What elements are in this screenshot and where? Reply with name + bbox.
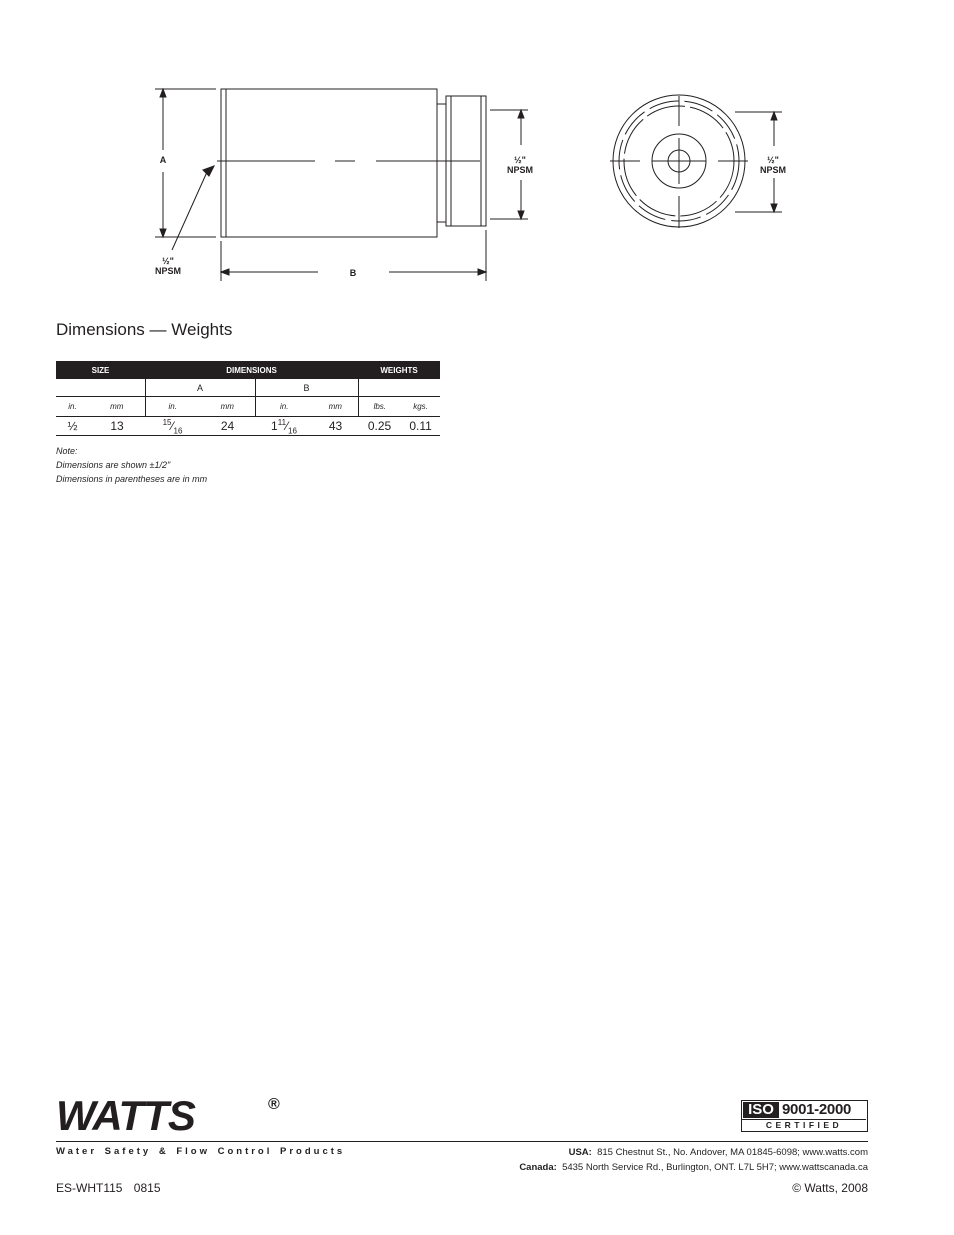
unit-cell: mm [89,397,145,417]
a-in-numerator: 15 [162,418,172,427]
b-in-cell: $1^{11}⁄_{16}$ [255,417,313,436]
document-number: ES-WHT115 0815 [56,1181,161,1195]
group-b: B [255,379,358,397]
end-connection-label [753,155,793,175]
canada-label: Canada: [519,1162,557,1173]
dimensions-table [56,361,440,436]
left-connection-thread: NPSM [154,266,181,276]
right-connection-thread: NPSM [506,165,533,175]
table-header-row [56,361,440,379]
b-in-whole: 1 [271,419,278,433]
copyright: © Watts, 2008 [792,1181,868,1195]
b-mm-cell: 43 [313,417,358,436]
body-side-view [221,89,437,237]
a-in-denominator: 16 [173,426,183,436]
size-in-cell: ½ [56,417,89,436]
iso-number: 9001-2000 [782,1101,852,1118]
note-line: Dimensions are shown ±1/2" [56,460,171,470]
group-a: A [145,379,255,397]
registered-mark: ® [268,1096,280,1113]
unit-cell: in. [255,397,313,417]
a-mm-cell: 24 [200,417,255,436]
table-group-row [56,379,440,397]
note-heading: Note: [56,446,78,456]
dim-b-label: B [349,268,357,278]
technical-drawing [0,0,954,300]
canada-address-text: 5435 North Service Rd., Burlington, ONT. L7L 5H7; www.wattscanada.ca [562,1162,868,1173]
header-size: SIZE [56,361,145,379]
header-weights: WEIGHTS [358,361,440,379]
usa-address-text: 815 Chestnut St., No. Andover, MA 01845-6098; www.watts.com [597,1147,868,1158]
end-connection-size: ½" [767,155,779,165]
iso-certified: CERTIFIED [742,1119,866,1131]
nipple-side-view [437,104,446,222]
b-in-denominator: 16 [288,426,297,436]
unit-cell: in. [56,397,89,417]
header-dimensions: DIMENSIONS [145,361,358,379]
left-connection-size: ½" [162,256,174,266]
right-connection-label [500,155,540,175]
weight-kgs-cell: 0.11 [401,417,440,436]
iso-badge [741,1100,868,1132]
usa-label: USA: [568,1147,592,1158]
dim-a-label: A [159,155,167,165]
notes [56,444,207,486]
group-weights-empty [358,379,440,397]
group-size-empty [56,379,145,397]
canada-address [519,1162,868,1173]
right-connection-size: ½" [514,155,526,165]
logo-text: WATTS [56,1092,195,1139]
note-line: Dimensions in parentheses are in mm [56,474,208,484]
unit-cell: in. [145,397,200,417]
table-units-row [56,397,440,417]
size-mm-cell: 13 [89,417,145,436]
iso-word: ISO [743,1102,779,1118]
unit-cell: mm [200,397,255,417]
table-row [56,417,440,436]
b-in-numerator: 11 [277,418,287,427]
tagline: Water Safety & Flow Control Products [56,1146,346,1157]
unit-cell: mm [313,397,358,417]
unit-cell: lbs. [358,397,401,417]
unit-cell: kgs. [401,397,440,417]
left-connection-label [148,256,188,276]
weight-lbs-cell: 0.25 [358,417,401,436]
footer-divider [56,1141,868,1142]
usa-address [569,1147,868,1158]
section-title: Dimensions — Weights [56,320,233,339]
a-in-cell: $^{15}⁄_{16}$ [145,417,200,436]
end-connection-thread: NPSM [759,165,786,175]
